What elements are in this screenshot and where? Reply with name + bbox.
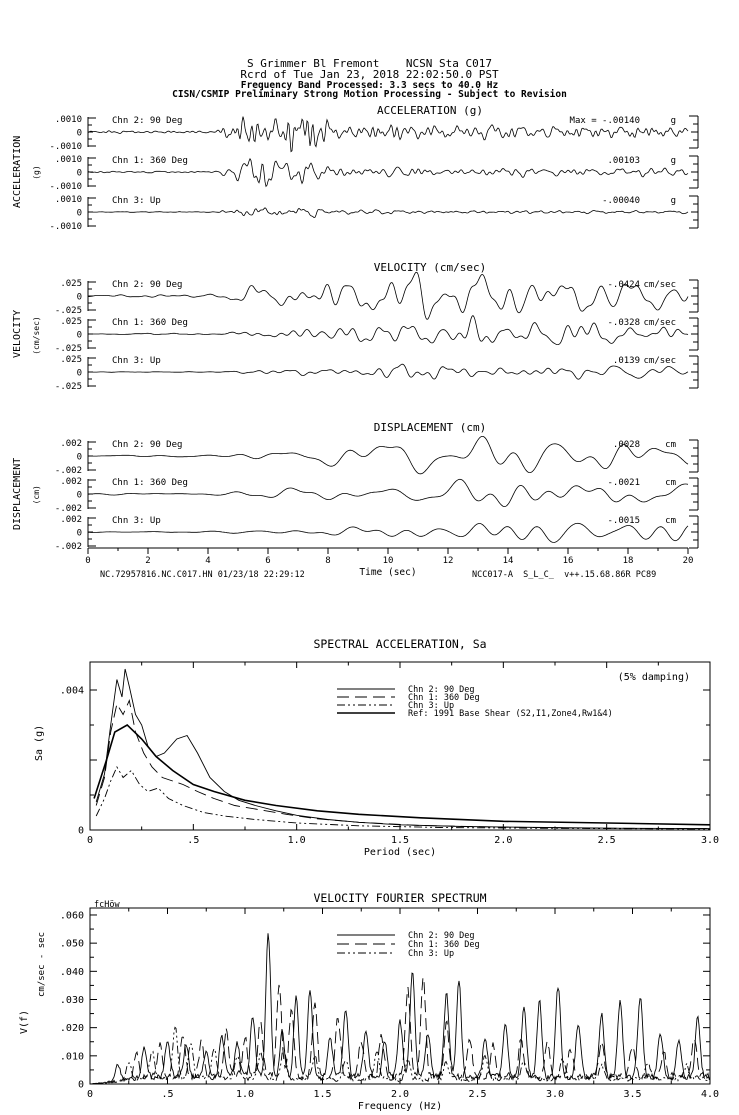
max-value-acceleration-ch2: -.00040 xyxy=(602,196,640,206)
ytick-bot-velocity-ch2: -.025 xyxy=(54,382,82,392)
side-units-velocity: (cm/sec) xyxy=(32,316,41,355)
ytick-top-velocity-ch1: .025 xyxy=(60,317,82,327)
ytick-zero-acceleration-ch0: 0 xyxy=(76,128,82,139)
group-title-velocity: VELOCITY (cm/sec) xyxy=(373,261,487,274)
channel-label-acceleration-ch2: Chn 3: Up xyxy=(112,196,161,206)
fourier-curve-0 xyxy=(90,933,710,1084)
channel-label-displacement-ch0: Chn 2: 90 Deg xyxy=(112,440,183,450)
fourier-x-tick-label: .5 xyxy=(161,1089,174,1100)
sa-y-tick-label: .004 xyxy=(59,685,84,697)
sa-x-tick-label: 1.0 xyxy=(287,835,306,846)
time-tick-label: 2 xyxy=(145,556,151,566)
max-value-displacement-ch1: -.0021 xyxy=(607,478,640,488)
time-tick-label: 14 xyxy=(502,556,514,566)
ytick-zero-displacement-ch0: 0 xyxy=(76,452,82,463)
max-value-velocity-ch2: .0139 xyxy=(612,356,640,366)
max-value-displacement-ch2: -.0015 xyxy=(607,516,640,526)
ytick-bot-displacement-ch0: -.002 xyxy=(54,466,82,476)
time-axis-label: Time (sec) xyxy=(359,567,417,578)
fourier-xlabel: Frequency (Hz) xyxy=(357,1101,443,1112)
channel-label-velocity-ch1: Chn 1: 360 Deg xyxy=(112,318,188,328)
ytick-bot-displacement-ch1: -.002 xyxy=(54,504,82,514)
max-units-displacement-ch1: cm xyxy=(665,478,676,488)
ytick-top-acceleration-ch2: .0010 xyxy=(54,195,82,205)
fourier-y-tick-label: .050 xyxy=(59,938,84,950)
time-tick-label: 8 xyxy=(325,556,331,566)
fourier-x-tick-label: 3.0 xyxy=(545,1089,565,1100)
group-title-acceleration: ACCELERATION (g) xyxy=(377,104,483,117)
max-units-velocity-ch2: cm/sec xyxy=(643,356,676,366)
sa-curve-1 xyxy=(96,701,710,829)
time-tick-label: 18 xyxy=(622,556,634,566)
fourier-curve-1 xyxy=(90,977,710,1084)
fourier-x-tick-label: 2.0 xyxy=(390,1089,410,1100)
sa-legend-label-2: Chn 3: Up xyxy=(408,701,455,711)
max-value-velocity-ch0: -.0424 xyxy=(607,280,640,290)
channel-label-velocity-ch2: Chn 3: Up xyxy=(112,356,161,366)
sa-x-tick-label: 3.0 xyxy=(700,835,720,846)
sa-title: SPECTRAL ACCELERATION, Sa xyxy=(313,637,487,651)
ytick-top-velocity-ch2: .025 xyxy=(60,355,82,365)
ytick-bot-velocity-ch0: -.025 xyxy=(54,306,82,316)
waveform-acceleration-ch2 xyxy=(88,208,688,218)
sa-plot-box xyxy=(90,662,710,830)
fourier-y-tick-label: .040 xyxy=(59,966,84,978)
ytick-top-displacement-ch0: .002 xyxy=(60,439,82,449)
time-tick-label: 10 xyxy=(382,556,394,566)
channel-label-acceleration-ch1: Chn 1: 360 Deg xyxy=(112,156,188,166)
channel-label-acceleration-ch0: Chn 2: 90 Deg xyxy=(112,116,183,126)
time-tick-label: 4 xyxy=(205,556,211,566)
max-units-acceleration-ch1: g xyxy=(670,156,676,166)
ytick-zero-velocity-ch1: 0 xyxy=(76,330,82,341)
ytick-top-acceleration-ch1: .0010 xyxy=(54,155,82,165)
time-tick-label: 12 xyxy=(442,556,454,566)
record-id-footer: NC.72957816.NC.C017.HN 01/23/18 22:29:12 xyxy=(100,570,305,580)
sa-x-tick-label: 1.5 xyxy=(390,835,410,846)
ytick-zero-velocity-ch0: 0 xyxy=(76,292,82,303)
time-tick-label: 16 xyxy=(562,556,574,566)
side-label-velocity: VELOCITY xyxy=(12,309,23,358)
fourier-corner-frequency-marker: fcHöw xyxy=(94,900,120,910)
ytick-zero-displacement-ch1: 0 xyxy=(76,490,82,501)
ytick-top-velocity-ch0: .025 xyxy=(60,279,82,289)
ytick-zero-acceleration-ch1: 0 xyxy=(76,168,82,179)
max-units-displacement-ch0: cm xyxy=(665,440,676,450)
sa-damping-note: (5% damping) xyxy=(617,672,690,683)
ytick-zero-acceleration-ch2: 0 xyxy=(76,208,82,219)
fourier-ylabel-units: cm/sec - sec xyxy=(37,931,47,997)
max-units-displacement-ch2: cm xyxy=(665,516,676,526)
sa-curve-2 xyxy=(96,767,710,829)
fourier-x-tick-label: 3.5 xyxy=(623,1089,642,1100)
channel-label-displacement-ch1: Chn 1: 360 Deg xyxy=(112,478,188,488)
sa-x-tick-label: 2.0 xyxy=(494,835,513,846)
max-value-acceleration-ch1: .00103 xyxy=(607,156,640,166)
fourier-ylabel: V(f) xyxy=(19,1009,30,1034)
max-units-acceleration-ch2: g xyxy=(670,196,676,206)
sa-y-tick-label: 0 xyxy=(77,825,84,837)
side-label-acceleration: ACCELERATION xyxy=(12,135,23,208)
fourier-x-tick-label: 2.5 xyxy=(468,1089,487,1100)
record-datetime: Rcrd of Tue Jan 23, 2018 22:02:50.0 PST xyxy=(240,68,499,81)
sa-legend-label-3: Ref: 1991 Base Shear (S2,I1,Zone4,Rw1&4) xyxy=(408,709,613,719)
fourier-plot-box xyxy=(90,908,710,1084)
fourier-x-tick-label: 4.0 xyxy=(700,1089,720,1100)
sa-ylabel: Sa (g) xyxy=(34,724,45,761)
ytick-top-acceleration-ch0: .0010 xyxy=(54,115,82,125)
ytick-top-displacement-ch1: .002 xyxy=(60,477,82,487)
time-tick-label: 20 xyxy=(682,556,694,566)
processing-disclaimer: CISN/CSMIP Preliminary Strong Motion Processing - Subject to Revision xyxy=(172,89,567,100)
fourier-x-tick-label: 1.0 xyxy=(235,1089,255,1100)
side-units-acceleration: (g) xyxy=(32,165,41,180)
sa-x-tick-label: .5 xyxy=(187,835,200,846)
ytick-bot-velocity-ch1: -.025 xyxy=(54,344,82,354)
fourier-legend-label-0: Chn 2: 90 Deg xyxy=(408,931,475,941)
ytick-bot-acceleration-ch1: -.0010 xyxy=(49,182,82,192)
fourier-y-tick-label: .030 xyxy=(59,994,84,1006)
fourier-x-tick-label: 0 xyxy=(86,1089,94,1100)
max-units-velocity-ch0: cm/sec xyxy=(643,280,676,290)
waveform-velocity-ch2 xyxy=(88,364,688,379)
ytick-zero-displacement-ch2: 0 xyxy=(76,528,82,539)
fourier-x-tick-label: 1.5 xyxy=(313,1089,332,1100)
max-value-displacement-ch0: .0028 xyxy=(612,440,640,450)
group-title-displacement: DISPLACEMENT (cm) xyxy=(373,421,487,434)
sa-x-tick-label: 2.5 xyxy=(597,835,616,846)
ytick-bot-displacement-ch2: -.002 xyxy=(54,542,82,552)
max-value-acceleration-ch0: Max = -.00140 xyxy=(569,116,640,126)
max-units-velocity-ch1: cm/sec xyxy=(643,318,676,328)
sa-legend-label-0: Chn 2: 90 Deg xyxy=(408,685,475,695)
side-units-displacement: (cm) xyxy=(32,485,41,505)
station-title: S Grimmer Bl Fremont NCSN Sta C017 xyxy=(246,57,493,70)
time-tick-label: 0 xyxy=(85,556,91,566)
ytick-zero-velocity-ch2: 0 xyxy=(76,368,82,379)
fourier-y-tick-label: .060 xyxy=(59,910,84,922)
ytick-bot-acceleration-ch2: -.0010 xyxy=(49,222,82,232)
max-value-velocity-ch1: -.0328 xyxy=(607,318,640,328)
ytick-top-displacement-ch2: .002 xyxy=(60,515,82,525)
side-label-displacement: DISPLACEMENT xyxy=(12,457,23,530)
time-tick-label: 6 xyxy=(265,556,271,566)
fourier-legend-label-2: Chn 3: Up xyxy=(408,949,455,959)
ytick-bot-acceleration-ch0: -.0010 xyxy=(49,142,82,152)
waveform-displacement-ch2 xyxy=(88,523,688,542)
frequency-band-note: Frequency Band Processed: 3.3 secs to 40.0 Hz xyxy=(240,80,499,91)
channel-label-displacement-ch2: Chn 3: Up xyxy=(112,516,161,526)
sa-curve-0 xyxy=(96,669,710,829)
fourier-y-tick-label: .010 xyxy=(59,1051,84,1063)
sa-x-tick-label: 0 xyxy=(86,835,94,846)
fourier-title: VELOCITY FOURIER SPECTRUM xyxy=(313,891,487,905)
sa-xlabel: Period (sec) xyxy=(363,847,437,858)
sa-legend-label-1: Chn 1: 360 Deg xyxy=(408,693,480,703)
fourier-y-tick-label: 0 xyxy=(77,1079,84,1091)
processing-id-footer: NCC017-A S_L_C_ v++.15.68.86R PC89 xyxy=(472,570,657,580)
max-units-acceleration-ch0: g xyxy=(670,116,676,126)
fourier-legend-label-1: Chn 1: 360 Deg xyxy=(408,940,480,950)
channel-label-velocity-ch0: Chn 2: 90 Deg xyxy=(112,280,183,290)
fourier-y-tick-label: .020 xyxy=(59,1023,84,1035)
sa-curve-3 xyxy=(94,725,710,825)
